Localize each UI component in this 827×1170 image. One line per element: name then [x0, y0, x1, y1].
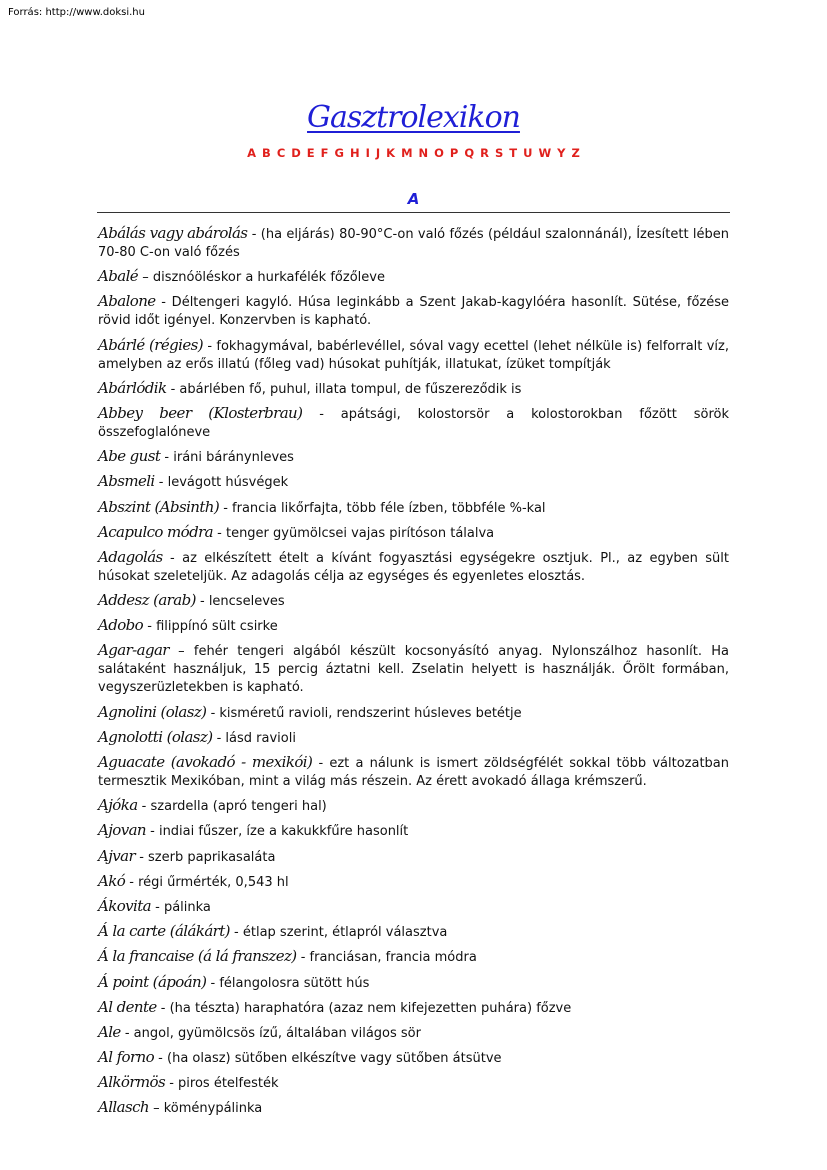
entry-term: Abalé — [98, 267, 139, 286]
lexicon-entry — [98, 472, 729, 492]
lexicon-entry — [98, 796, 729, 816]
entry-definition: – fehér tengeri algából készült kocsonyásító anyag. Nylonszálhoz hasonlít. Ha salátaként használjuk, 15 percig áztatni kell. Zselatin helyett is használják. Őrölt formában, vegyszerüzletekben is kapható. — [98, 644, 729, 696]
entry-term: Alkörmös — [98, 1073, 166, 1092]
entry-term: Abszint (Absinth) — [98, 497, 220, 516]
entry-term: Ajovan — [98, 821, 146, 840]
entry-term: Addesz (arab) — [98, 591, 196, 610]
entry-term: Ajvar — [98, 846, 136, 865]
lexicon-entry — [98, 267, 729, 287]
entry-term: Adagolás — [98, 547, 163, 566]
section-letter: A — [407, 190, 420, 208]
entry-definition: - kisméretű ravioli, rendszerint húsleves betétje — [206, 705, 522, 721]
entry-term: Ákovita — [98, 896, 151, 915]
lexicon-entry — [98, 947, 729, 967]
lexicon-entry — [98, 641, 729, 697]
entry-definition: - indiai fűszer, íze a kakukkfűre hasonlít — [146, 824, 409, 840]
entry-definition: - piros ételfesték — [165, 1076, 279, 1092]
entry-definition: - (ha tészta) haraphatóra (azaz nem kifejezetten puhára) főzve — [156, 1000, 572, 1016]
lexicon-entry — [98, 703, 729, 723]
page-title: Gasztrolexikon — [307, 100, 520, 135]
entry-term: Á la francaise (á lá franszez) — [98, 947, 297, 966]
entry-definition: - levágott húsvégek — [154, 475, 289, 491]
lexicon-entry — [98, 548, 729, 586]
entry-definition: - tenger gyümölcsei vajas pirítóson tálalva — [213, 525, 495, 541]
entry-definition: - lásd ravioli — [212, 730, 296, 746]
entry-term: Allasch — [98, 1098, 149, 1117]
lexicon-entry — [98, 336, 729, 374]
entry-term: Abalone — [98, 292, 156, 311]
lexicon-entry — [98, 973, 729, 993]
entry-definition: – disznóöléskor a hurkafélék főzőleve — [138, 270, 385, 286]
entry-definition: - (ha olasz) sütőben elkészítve vagy sütőben átsütve — [154, 1051, 502, 1067]
entry-definition: - régi űrmérték, 0,543 hl — [125, 874, 289, 890]
entry-definition: - ezt a nálunk is ismert zöldségfélét sokkal több változatban termesztik Mexikóban, mint a világ más részein. Az érett avokadó állaga krémszerű. — [98, 756, 729, 789]
entry-definition: - szardella (apró tengeri hal) — [137, 799, 327, 815]
lexicon-entry — [98, 1023, 729, 1043]
lexicon-entry — [98, 728, 729, 748]
entry-term: Agnolotti (olasz) — [98, 727, 213, 746]
entry-definition: - étlap szerint, étlapról választva — [229, 925, 448, 941]
entry-definition: – köménypálinka — [148, 1101, 263, 1117]
entry-term: Abárlódik — [98, 378, 167, 397]
entry-term: Absmeli — [98, 472, 155, 491]
entry-list — [98, 224, 729, 1124]
entry-term: Ale — [98, 1022, 121, 1041]
entry-term: Abe gust — [98, 447, 161, 466]
entry-definition: - lencseleves — [195, 594, 285, 610]
entry-definition: - félangolosra sütött hús — [206, 975, 370, 991]
entry-term: Abárlé (régies) — [98, 335, 203, 354]
lexicon-entry — [98, 847, 729, 867]
lexicon-entry — [98, 821, 729, 841]
entry-term: Á la carte (álákárt) — [98, 922, 230, 941]
entry-definition: - Déltengeri kagyló. Húsa leginkább a Szent Jakab-kagylóéra hasonlít. Sütése, főzése rövid időt igényel. Konzervben is kapható. — [98, 295, 729, 329]
entry-definition: - pálinka — [151, 899, 211, 915]
lexicon-entry — [98, 523, 729, 543]
entry-term: Agar-agar — [98, 641, 169, 660]
entry-definition: - franciásan, francia módra — [296, 950, 477, 966]
entry-definition: - szerb paprikasaláta — [135, 849, 276, 865]
entry-term: Abálás vagy abárolás — [98, 224, 248, 242]
lexicon-entry — [98, 998, 729, 1018]
lexicon-entry — [98, 447, 729, 467]
section-divider — [97, 212, 730, 213]
lexicon-entry — [98, 922, 729, 942]
lexicon-entry — [98, 1048, 729, 1068]
entry-definition: - francia likőrfajta, több féle ízben, többféle %-kal — [219, 500, 546, 516]
entry-definition: - abárlében fő, puhul, illata tompul, de fűszereződik is — [166, 381, 522, 397]
lexicon-entry — [98, 753, 729, 791]
alphabet-index: A B C D E F G H I J K M N O P Q R S T U W Y Z — [247, 146, 580, 160]
entry-term: Acapulco módra — [98, 522, 214, 541]
lexicon-entry — [98, 292, 729, 330]
lexicon-entry — [98, 872, 729, 892]
source-label: Forrás: http://www.doksi.hu — [8, 7, 145, 18]
lexicon-entry — [98, 591, 729, 611]
entry-definition: - iráni báránynleves — [160, 450, 294, 466]
lexicon-entry — [98, 498, 729, 518]
entry-term: Ajóka — [98, 796, 138, 815]
lexicon-entry — [98, 897, 729, 917]
entry-definition: - angol, gyümölcsös ízű, általában világos sör — [120, 1025, 421, 1041]
entry-definition: - apátsági, kolostorsör a kolostorokban főzött sörök összefoglalóneve — [98, 406, 729, 440]
lexicon-entry — [98, 1073, 729, 1093]
entry-definition: - (ha eljárás) 80-90°C-on való főzés (például szalonnánál), Ízesített lében 70-80 C-on való főzés — [98, 227, 729, 260]
lexicon-entry — [98, 616, 729, 636]
entry-definition: - fokhagymával, babérlevéllel, sóval vagy ecettel (lehet nélküle is) felforralt víz, amelyben az erős illatú (főleg vad) húsokat puhítják, illatukat, ízüket tompítják — [98, 338, 729, 372]
entry-term: Abbey beer (Klosterbrau) — [98, 403, 303, 422]
entry-term: Agnolini (olasz) — [98, 702, 207, 721]
lexicon-entry — [98, 404, 729, 442]
entry-term: Adobo — [98, 616, 144, 635]
entry-term: Al forno — [98, 1048, 155, 1067]
entry-definition: - filippínó sült csirke — [143, 619, 278, 635]
lexicon-entry — [98, 1098, 729, 1118]
entry-term: Al dente — [98, 997, 157, 1016]
entry-term: Á point (ápoán) — [98, 972, 207, 991]
lexicon-entry — [98, 379, 729, 399]
entry-definition: - az elkészített ételt a kívánt fogyasztási egységekre osztjuk. Pl., az egyben sült húsokat szeleteljük. Az adagolás célja az egységes és egyenletes elosztás. — [98, 550, 729, 584]
entry-term: Akó — [98, 871, 126, 890]
lexicon-entry — [98, 224, 729, 262]
entry-term: Aguacate (avokadó - mexikói) — [98, 753, 313, 771]
